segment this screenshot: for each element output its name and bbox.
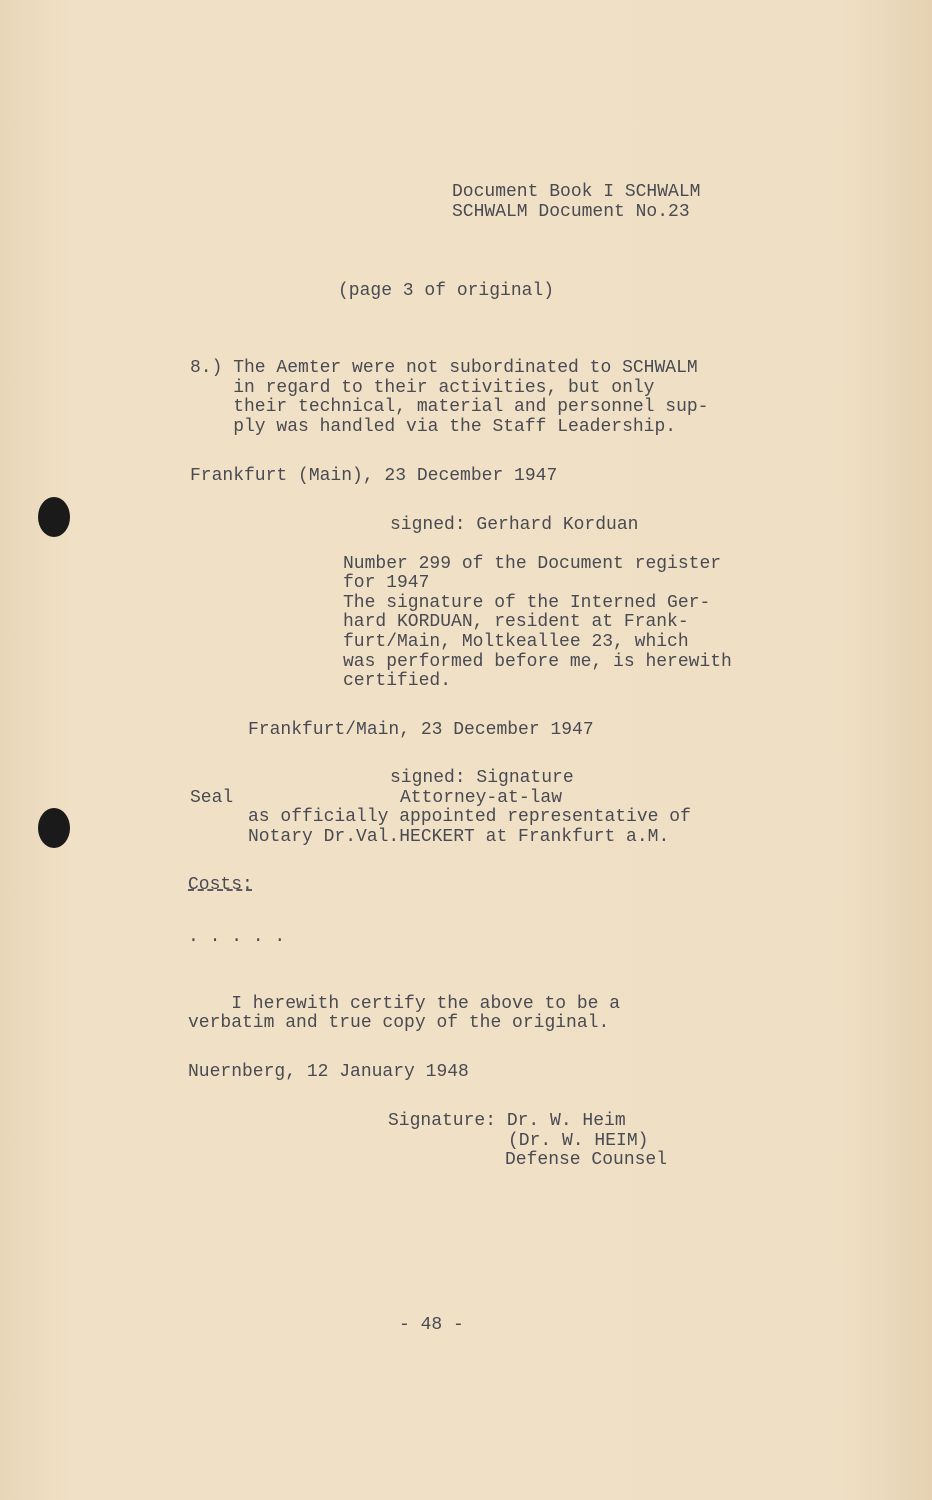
- item-8-line-3: their technical, material and personnel sup-: [190, 397, 709, 417]
- punch-hole-top: [38, 497, 70, 537]
- verbatim-line-2: verbatim and true copy of the original.: [188, 1013, 610, 1033]
- certification-line-5: furt/Main, Moltkeallee 23, which: [343, 632, 689, 652]
- place-date-2: Frankfurt/Main, 23 December 1947: [248, 720, 594, 740]
- costs-label: Costs:: [188, 875, 253, 895]
- costs-dots: . . . . .: [188, 927, 286, 947]
- signature-line-2: (Dr. W. HEIM): [508, 1131, 649, 1151]
- place-date-3: Nuernberg, 12 January 1948: [188, 1062, 469, 1082]
- certification-line-7: certified.: [343, 671, 452, 691]
- certification-line-3: The signature of the Interned Ger-: [343, 593, 711, 613]
- place-date-1: Frankfurt (Main), 23 December 1947: [190, 466, 558, 486]
- verbatim-line-1: I herewith certify the above to be a: [188, 994, 621, 1014]
- signed-korduan: signed: Gerhard Korduan: [390, 515, 639, 535]
- certification-line-2: for 1947: [343, 573, 430, 593]
- notary-line-1: as officially appointed representative of: [248, 807, 691, 827]
- page-number: - 48 -: [399, 1315, 464, 1335]
- item-8-line-1: 8.) The Aemter were not subordinated to SCHWALM: [190, 358, 698, 378]
- certification-line-4: hard KORDUAN, resident at Frank-: [343, 612, 689, 632]
- header-line-1: Document Book I SCHWALM: [452, 182, 701, 202]
- notary-signed: signed: Signature: [390, 768, 574, 788]
- page-reference: (page 3 of original): [338, 281, 555, 301]
- seal-label: Seal: [190, 788, 234, 808]
- header-line-2: SCHWALM Document No.23: [452, 202, 690, 222]
- notary-title: Attorney-at-law: [400, 788, 563, 808]
- item-8-line-2: in regard to their activities, but only: [190, 378, 655, 398]
- punch-hole-bottom: [38, 808, 70, 848]
- notary-line-2: Notary Dr.Val.HECKERT at Frankfurt a.M.: [248, 827, 670, 847]
- signature-line-3: Defense Counsel: [505, 1150, 668, 1170]
- signature-line-1: Signature: Dr. W. Heim: [388, 1111, 626, 1131]
- item-8-line-4: ply was handled via the Staff Leadership.: [190, 417, 677, 437]
- certification-line-6: was performed before me, is herewith: [343, 652, 732, 672]
- certification-line-1: Number 299 of the Document register: [343, 554, 722, 574]
